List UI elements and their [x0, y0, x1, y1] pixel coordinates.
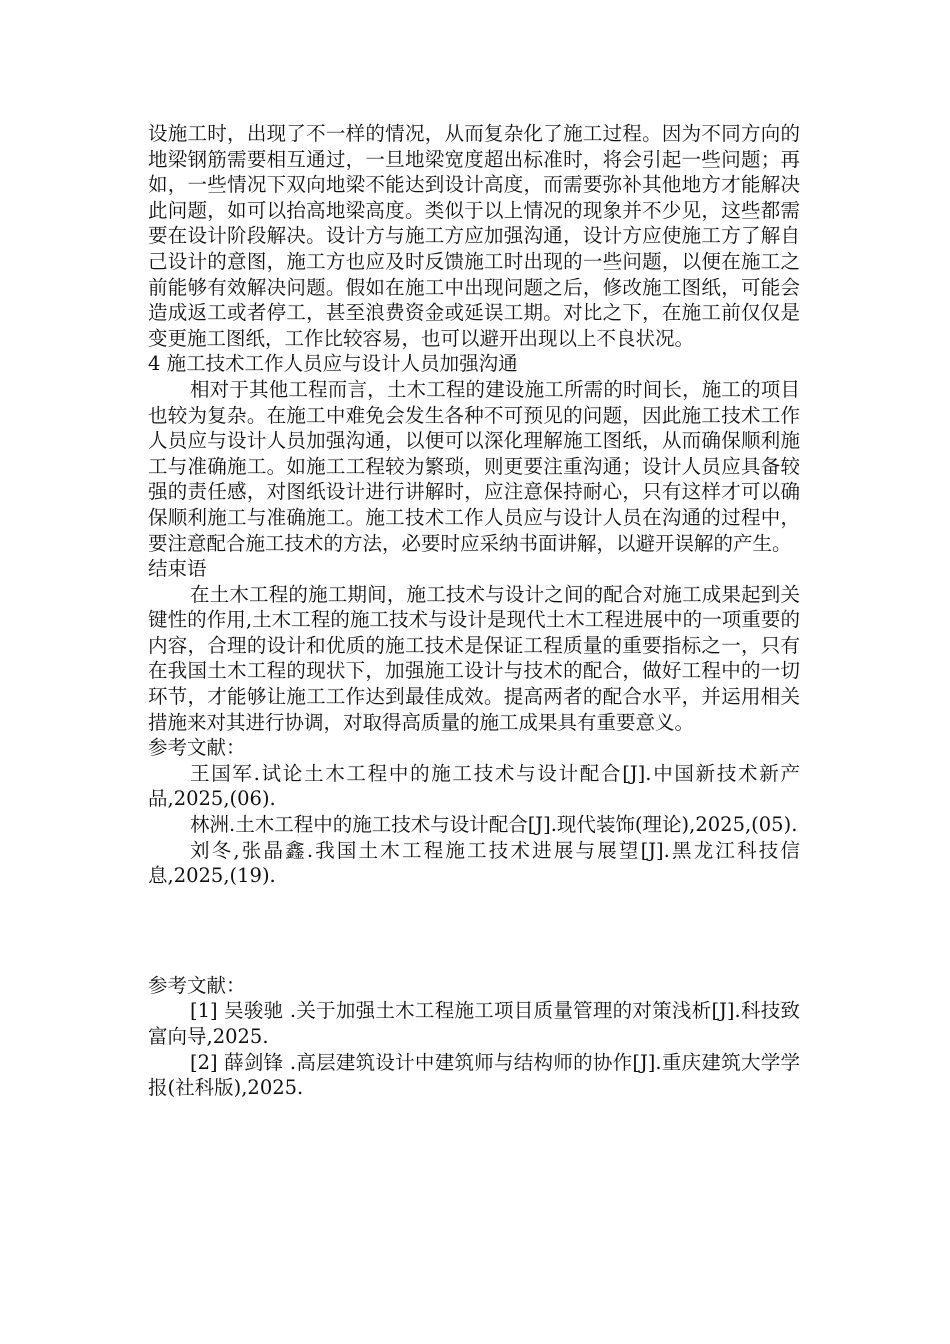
reference-item: 王国军.试论土木工程中的施工技术与设计配合[J].中国新技术新产品,2025,(06). — [148, 761, 800, 811]
section-4-heading: 4 施工技术工作人员应与设计人员加强沟通 — [148, 352, 518, 376]
reference-item-numbered: [2] 薛剑锋 .高层建筑设计中建筑师与结构师的协作[J].重庆建筑大学学报(社科版),2025. — [148, 1050, 800, 1100]
reference-item-numbered: [1] 吴骏驰 .关于加强土木工程施工项目质量管理的对策浅析[J].科技致富向导,2025. — [148, 999, 800, 1048]
section-4-paragraph: 相对于其他工程而言，土木工程的建设施工所需的时间长，施工的项目也较为复杂。在施工中难免会发生各种不可预见的问题，因此施工技术工作人员应与设计人员加强沟通，以便可以深化理解施工图纸，从而确保顺利施工与准确施工。如施工工程较为繁琐，则更要注重沟通；设计人员应具备较强的责任感，对图纸设计进行讲解时，应注意保持耐心，只有这样才可以确保顺利施工与准确施工。施工技术工作人员应与设计人员在沟通的过程中，要注意配合施工技术的方法，必要时应采纳书面讲解，以避开误解的产生。 — [148, 377, 800, 555]
conclusion-heading: 结束语 — [148, 557, 207, 581]
blank-space — [148, 889, 800, 973]
reference-item: 林洲.土木工程中的施工技术与设计配合[J].现代装饰(理论),2025,(05). — [190, 813, 798, 837]
document-body — [148, 121, 800, 1101]
reference-item: 刘冬,张晶鑫.我国土木工程施工技术进展与展望[J].黑龙江科技信息,2025,(19). — [148, 838, 800, 888]
references-heading-second: 参考文献： — [148, 973, 246, 997]
references-heading: 参考文献： — [148, 736, 246, 760]
paragraph-continuation: 设施工时，出现了不一样的情况，从而复杂化了施工过程。因为不同方向的地梁钢筋需要相互通过，一旦地梁宽度超出标准时，将会引起一些问题；再如，一些情况下双向地梁不能达到设计高度，而需要弥补其他地方才能解决此问题，如可以抬高地梁高度。类似于以上情况的现象并不少见，这些都需要在设计阶段解决。设计方与施工方应加强沟通，设计方应使施工方了解自己设计的意图，施工方也应及时反馈施工时出现的一些问题，以便在施工之前能够有效解决问题。假如在施工中出现问题之后，修改施工图纸，可能会造成返工或者停工，甚至浪费资金或延误工期。对比之下，在施工前仅仅是变更施工图纸，工作比较容易，也可以避开出现以上不良状况。 — [148, 122, 800, 350]
conclusion-paragraph: 在土木工程的施工期间，施工技术与设计之间的配合对施工成果起到关键性的作用,土木工程的施工技术与设计是现代土木工程进展中的一项重要的内容，合理的设计和优质的施工技术是保证工程质量的重要指标之一，只有在我国土木工程的现状下，加强施工设计与技术的配合，做好工程中的一切环节，才能够让施工工作达到最佳成效。提高两者的配合水平，并运用相关措施来对其进行协调，对取得高质量的施工成果具有重要意义。 — [148, 582, 800, 734]
